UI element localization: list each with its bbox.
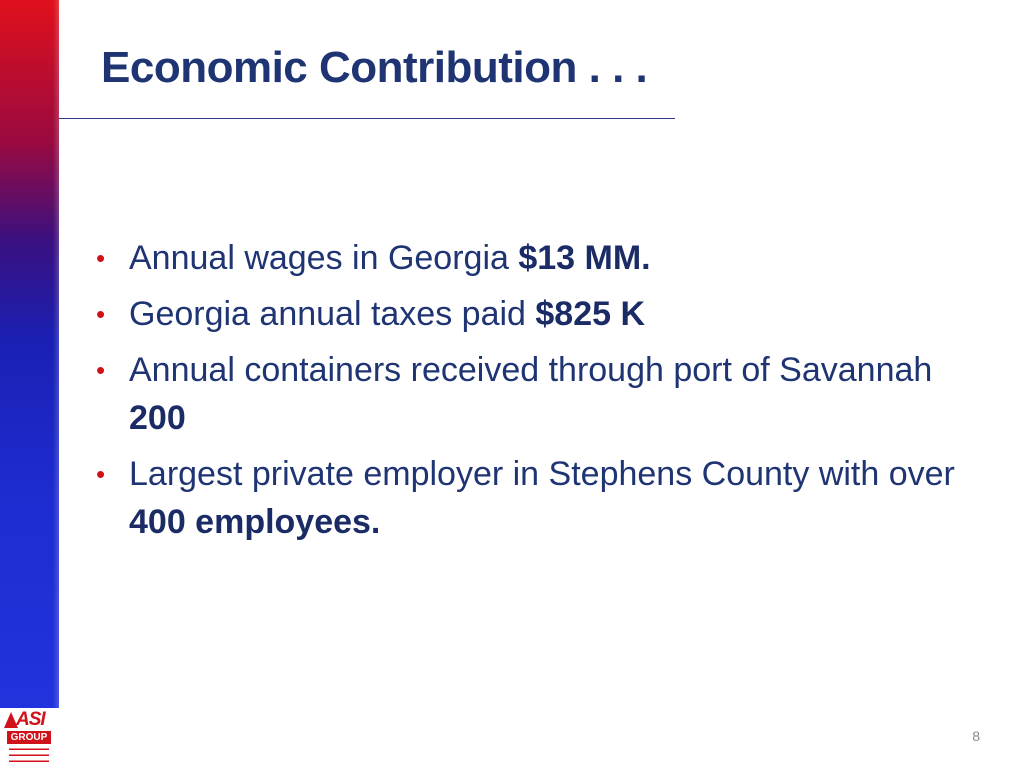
bullet-list [96,234,956,554]
bullet-highlight: 200 [129,399,186,437]
logo-brand: ASI [16,709,45,730]
bullet-item [96,234,956,282]
bullet-highlight: $825 K [535,295,646,333]
bullet-item [96,290,956,338]
bullet-item [96,346,956,442]
bullet-item [96,450,956,546]
bullet-highlight: 400 employees. [129,503,381,541]
bullet-text: Georgia annual taxes paid [129,295,536,333]
logo-group-label: GROUP [7,731,51,744]
bullet-text: Annual wages in Georgia [129,239,519,277]
side-accent-bar [0,0,59,708]
bullet-dot-icon: • [96,459,106,489]
slide-number: 8 [972,728,980,744]
slide-title: Economic Contribution . . . [101,43,648,92]
asi-group-logo [4,710,54,764]
bullet-dot-icon: • [96,243,106,273]
bullet-dot-icon: • [96,299,106,329]
bullet-highlight: $13 MM. [518,239,651,277]
bullet-text: Annual containers received through port of Savannah [129,351,933,389]
bullet-text: Largest private employer in Stephens County with over [129,455,955,493]
logo-fine-print: ▬▬▬▬▬▬▬▬ ▬▬▬▬▬▬▬▬ ▬▬▬▬▬▬▬▬ [9,746,49,764]
title-divider [59,118,675,119]
bullet-dot-icon: • [96,355,106,385]
